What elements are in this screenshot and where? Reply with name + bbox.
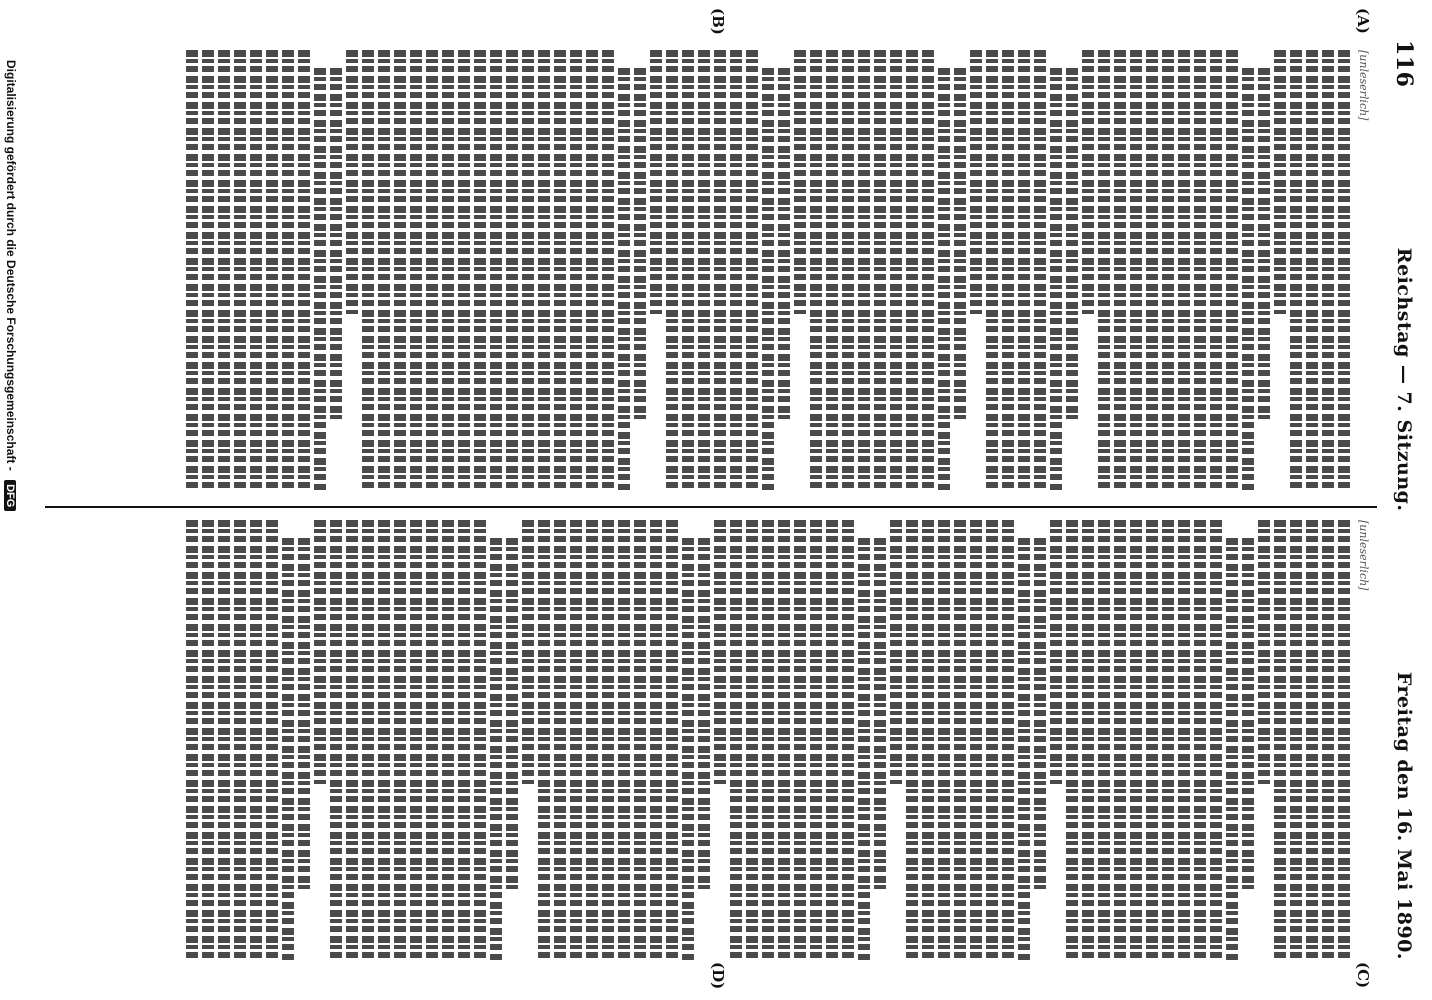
- text-line: [650, 520, 662, 960]
- text-line: [1066, 520, 1078, 960]
- text-line: [506, 538, 518, 890]
- text-line: [1114, 50, 1126, 490]
- text-line: [218, 520, 230, 960]
- unreadable-marker-left: [unleserlich]: [1357, 50, 1370, 121]
- text-line: [1098, 520, 1110, 960]
- text-line: [1274, 50, 1286, 314]
- text-line: [410, 520, 422, 960]
- text-line: [618, 68, 630, 490]
- text-line: [890, 50, 902, 490]
- text-line: [522, 50, 534, 490]
- text-line: [506, 50, 518, 490]
- left-text-column: [40, 50, 1374, 490]
- text-line: [1226, 50, 1238, 490]
- text-line: [1082, 520, 1094, 960]
- text-line: [1338, 520, 1350, 960]
- text-line: [378, 520, 390, 960]
- text-line: [362, 520, 374, 960]
- text-line: [570, 520, 582, 960]
- text-line: [1306, 520, 1318, 960]
- right-text-column: [40, 520, 1374, 960]
- text-line: [1146, 520, 1158, 960]
- text-line: [314, 520, 326, 784]
- text-line: [762, 68, 774, 490]
- text-line: [218, 50, 230, 490]
- text-line: [394, 520, 406, 960]
- text-line: [1130, 520, 1142, 960]
- text-line: [1306, 50, 1318, 490]
- text-line: [986, 520, 998, 960]
- text-line: [426, 520, 438, 960]
- text-line: [746, 520, 758, 960]
- text-line: [570, 50, 582, 490]
- text-line: [954, 68, 966, 420]
- text-line: [1242, 68, 1254, 490]
- margin-mark-d: (D): [709, 962, 727, 990]
- text-line: [362, 50, 374, 490]
- text-line: [474, 50, 486, 490]
- text-line: [410, 50, 422, 490]
- text-line: [858, 50, 870, 490]
- text-line: [1274, 520, 1286, 960]
- text-line: [1002, 50, 1014, 490]
- text-line: [1114, 520, 1126, 960]
- text-line: [1258, 520, 1270, 784]
- text-line: [682, 538, 694, 960]
- text-line: [874, 50, 886, 490]
- text-line: [586, 50, 598, 490]
- text-line: [346, 50, 358, 314]
- text-line: [714, 50, 726, 490]
- text-line: [618, 520, 630, 960]
- text-line: [186, 50, 198, 490]
- text-line: [634, 68, 646, 420]
- text-line: [1322, 50, 1334, 490]
- text-line: [842, 520, 854, 960]
- text-line: [858, 538, 870, 960]
- text-line: [554, 50, 566, 490]
- text-line: [906, 520, 918, 960]
- text-line: [874, 538, 886, 890]
- text-line: [730, 520, 742, 960]
- text-line: [266, 520, 278, 960]
- session-date: Freitag den 16. Mai 1890.: [1393, 671, 1415, 960]
- text-line: [746, 50, 758, 490]
- text-line: [826, 520, 838, 960]
- text-line: [298, 538, 310, 890]
- text-line: [1178, 520, 1190, 960]
- text-line: [202, 520, 214, 960]
- text-line: [586, 520, 598, 960]
- credit-text: Digitalisierung gefördert durch die Deutsche Forschungsgemeinschaft -: [4, 60, 18, 471]
- text-line: [1066, 68, 1078, 420]
- text-line: [442, 50, 454, 490]
- text-line: [810, 50, 822, 490]
- text-line: [986, 50, 998, 490]
- margin-mark-b: (B): [709, 8, 727, 35]
- text-line: [202, 50, 214, 490]
- text-line: [394, 50, 406, 490]
- text-line: [970, 520, 982, 960]
- text-line: [1050, 520, 1062, 784]
- text-line: [602, 520, 614, 960]
- unreadable-marker-right: [unleserlich]: [1357, 520, 1370, 591]
- text-line: [1194, 520, 1206, 960]
- text-line: [1290, 50, 1302, 490]
- text-line: [1034, 538, 1046, 890]
- text-line: [810, 520, 822, 960]
- dfg-logo: DFG: [4, 480, 16, 511]
- text-line: [1018, 538, 1030, 960]
- text-line: [938, 520, 950, 960]
- text-line: [1290, 520, 1302, 960]
- text-line: [714, 520, 726, 784]
- text-line: [346, 520, 358, 960]
- text-line: [266, 50, 278, 490]
- text-line: [1162, 50, 1174, 490]
- text-line: [1050, 68, 1062, 490]
- text-line: [650, 50, 662, 314]
- text-line: [378, 50, 390, 490]
- text-line: [1242, 538, 1254, 890]
- text-line: [842, 50, 854, 490]
- digitization-credit: [4, 0, 18, 1000]
- text-line: [330, 520, 342, 960]
- text-line: [778, 68, 790, 420]
- text-line: [1322, 520, 1334, 960]
- text-line: [698, 50, 710, 490]
- text-line: [1018, 50, 1030, 490]
- text-line: [538, 520, 550, 960]
- text-line: [1130, 50, 1142, 490]
- text-line: [314, 68, 326, 490]
- page-number: 116: [1391, 40, 1417, 88]
- text-line: [1338, 50, 1350, 490]
- text-line: [458, 50, 470, 490]
- text-line: [250, 50, 262, 490]
- text-line: [794, 50, 806, 314]
- text-line: [1082, 50, 1094, 314]
- text-line: [666, 520, 678, 960]
- text-line: [1210, 520, 1222, 960]
- text-line: [922, 520, 934, 960]
- text-line: [970, 50, 982, 314]
- text-line: [890, 520, 902, 784]
- margin-mark-c: (C): [1354, 962, 1372, 989]
- text-line: [794, 520, 806, 960]
- text-line: [186, 520, 198, 960]
- text-line: [554, 520, 566, 960]
- text-line: [1034, 50, 1046, 490]
- text-line: [938, 68, 950, 490]
- text-line: [1194, 50, 1206, 490]
- text-line: [426, 50, 438, 490]
- text-line: [602, 50, 614, 490]
- publication-title: Reichstag — 7. Sitzung.: [1393, 247, 1415, 512]
- text-line: [282, 50, 294, 490]
- text-line: [730, 50, 742, 490]
- text-line: [666, 50, 678, 490]
- page-header: [1386, 40, 1422, 960]
- text-line: [474, 520, 486, 960]
- text-line: [1146, 50, 1158, 490]
- text-line: [906, 50, 918, 490]
- text-line: [522, 520, 534, 784]
- text-line: [282, 538, 294, 960]
- text-line: [698, 538, 710, 890]
- text-line: [234, 520, 246, 960]
- text-line: [682, 50, 694, 490]
- text-line: [298, 50, 310, 490]
- text-line: [330, 68, 342, 420]
- text-line: [954, 520, 966, 960]
- text-line: [442, 520, 454, 960]
- text-line: [1162, 520, 1174, 960]
- text-line: [1226, 538, 1238, 960]
- text-line: [234, 50, 246, 490]
- text-line: [490, 538, 502, 960]
- text-line: [458, 520, 470, 960]
- text-line: [778, 520, 790, 960]
- text-line: [538, 50, 550, 490]
- text-line: [490, 50, 502, 490]
- margin-mark-a: (A): [1354, 8, 1372, 34]
- text-line: [1098, 50, 1110, 490]
- text-line: [1258, 68, 1270, 420]
- text-line: [1178, 50, 1190, 490]
- text-line: [762, 520, 774, 960]
- text-line: [922, 50, 934, 490]
- text-line: [1002, 520, 1014, 960]
- column-divider: [45, 506, 1377, 508]
- text-line: [634, 520, 646, 960]
- text-line: [826, 50, 838, 490]
- text-line: [1210, 50, 1222, 490]
- text-line: [250, 520, 262, 960]
